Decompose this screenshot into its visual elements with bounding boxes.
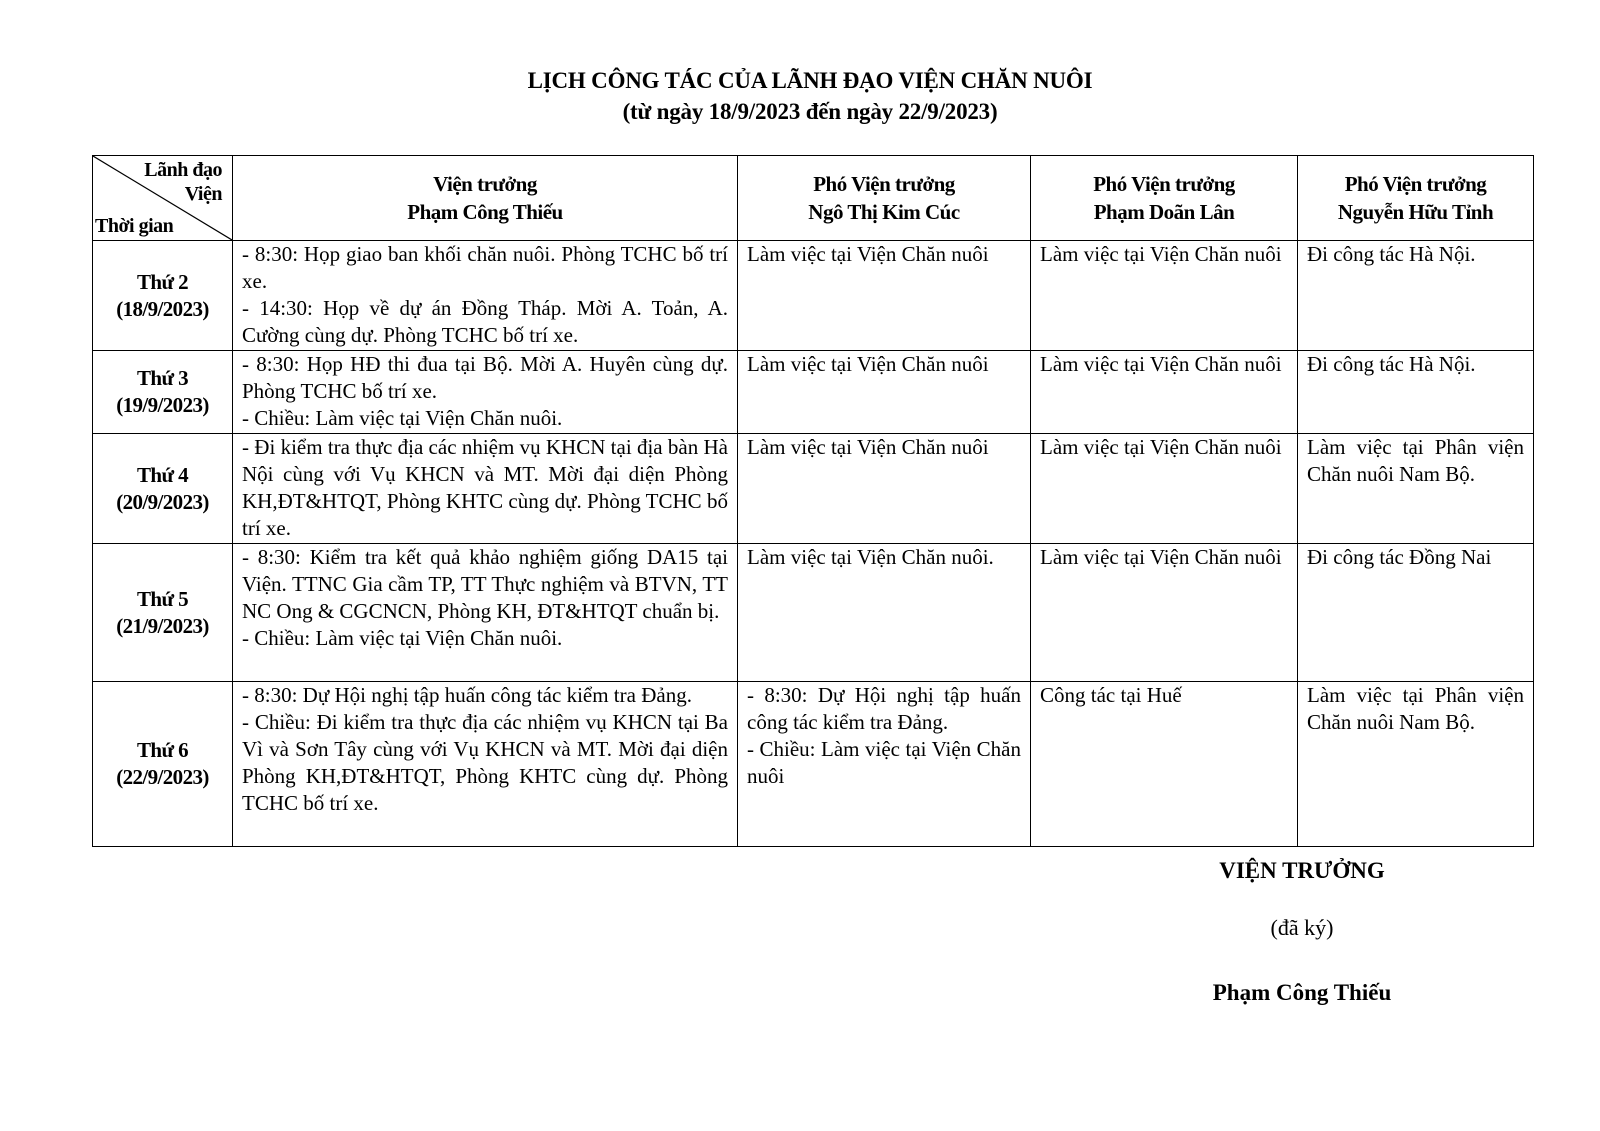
day-label: Thứ 4 [136,462,189,487]
director-schedule-cell [233,351,738,434]
header-row [93,156,1534,241]
deputy2-schedule-cell [1031,434,1298,544]
date-label: (20/9/2023) [116,489,209,514]
deputy3-schedule-cell [1298,682,1534,847]
corner-leader-line1: Lãnh đạo [144,159,222,181]
schedule-line: - 8:30: Dự Hội nghị tập huấn công tác kiểm tra Đảng. [747,683,1021,734]
deputy1-schedule-cell [738,434,1031,544]
date-label: (21/9/2023) [116,613,209,638]
table-row [93,351,1534,434]
deputy2-schedule-cell [1031,682,1298,847]
document-subtitle: (từ ngày 18/9/2023 đến ngày 22/9/2023) [622,99,998,124]
director-schedule-cell [233,544,738,682]
day-label: Thứ 5 [136,586,189,611]
day-cell [93,544,233,682]
day-label: Thứ 2 [136,269,189,294]
deputy2-schedule-cell [1031,544,1298,682]
date-label: (22/9/2023) [116,765,209,789]
signature-status: (đã ký) [1270,915,1334,940]
schedule-line: Làm việc tại Viện Chăn nuôi [1040,242,1282,266]
schedule-table [92,155,1534,847]
column-header-deputy-3 [1298,156,1534,241]
schedule-line: Đi công tác Hà Nội. [1307,242,1476,266]
column-role: Viện trưởng [433,172,537,196]
schedule-line: Công tác tại Huế [1040,683,1182,707]
deputy1-schedule-cell [738,682,1031,847]
deputy1-schedule-cell [738,544,1031,682]
schedule-line: - 14:30: Họp về dự án Đồng Tháp. Mời A. Toản, A. Cường cùng dự. Phòng TCHC bố trí xe. [242,296,728,347]
day-label: Thứ 6 [136,738,189,762]
deputy3-schedule-cell [1298,544,1534,682]
director-schedule-cell [233,434,738,544]
day-cell [93,351,233,434]
corner-header-cell [93,156,233,241]
schedule-line: - 8:30: Họp giao ban khối chăn nuôi. Phòng TCHC bố trí xe. [242,242,728,293]
schedule-line: - Chiều: Làm việc tại Viện Chăn nuôi. [242,406,563,430]
schedule-line: - 8:30: Kiểm tra kết quả khảo nghiệm giống DA15 tại Viện. TTNC Gia cầm TP, TT Thực nghiệm và BTVN, TT NC Ong & CGCNCN, Phòng KH, ĐT&HTQT chuẩn bị. [242,545,728,623]
day-cell [93,434,233,544]
schedule-line: Đi công tác Hà Nội. [1307,352,1476,376]
day-cell [93,682,233,847]
column-role: Phó Viện trưởng [813,172,955,196]
schedule-line: Làm việc tại Phân viện Chăn nuôi Nam Bộ. [1307,435,1524,486]
column-name: Ngô Thị Kim Cúc [808,200,960,224]
day-label: Thứ 3 [136,366,189,390]
column-role: Phó Viện trưởng [1344,172,1487,196]
table-row [93,434,1534,544]
schedule-line: Đi công tác Đồng Nai [1307,545,1492,569]
column-header-deputy-2 [1031,156,1298,241]
schedule-line: - Chiều: Đi kiểm tra thực địa các nhiệm vụ KHCN tại Ba Vì và Sơn Tây cùng với Vụ KHCN và MT. Mời đại diện Phòng KH,ĐT&HTQT, Phòng KHTC cùng dự. Phòng TCHC bố trí xe. [242,710,728,815]
date-label: (18/9/2023) [116,296,209,321]
deputy2-schedule-cell [1031,241,1298,351]
document-title: LỊCH CÔNG TÁC CỦA LÃNH ĐẠO VIỆN CHĂN NUÔI [527,68,1093,93]
table-row [93,241,1534,351]
table-row [93,682,1534,847]
column-role: Phó Viện trưởng [1093,172,1235,196]
schedule-line: - 8:30: Họp HĐ thi đua tại Bộ. Mời A. Huyên cùng dự. Phòng TCHC bố trí xe. [242,352,728,403]
signature-name: Phạm Công Thiếu [1212,980,1392,1005]
column-name: Phạm Doãn Lân [1093,200,1235,224]
deputy3-schedule-cell [1298,434,1534,544]
deputy1-schedule-cell [738,351,1031,434]
schedule-line: Làm việc tại Phân viện Chăn nuôi Nam Bộ. [1307,683,1524,734]
corner-time-label: Thời gian [95,215,174,237]
corner-leader-line2: Viện [184,183,222,205]
schedule-line: - Chiều: Làm việc tại Viện Chăn nuôi [747,737,1021,788]
corner-leader-label [144,158,222,206]
deputy2-schedule-cell [1031,351,1298,434]
director-schedule-cell [233,682,738,847]
schedule-line: Làm việc tại Viện Chăn nuôi [1040,435,1282,459]
deputy3-schedule-cell [1298,351,1534,434]
schedule-line: Làm việc tại Viện Chăn nuôi. [747,545,994,569]
column-name: Phạm Công Thiếu [407,200,563,224]
column-header-deputy-1 [738,156,1031,241]
schedule-line: - Chiều: Làm việc tại Viện Chăn nuôi. [242,626,563,650]
schedule-line: Làm việc tại Viện Chăn nuôi [1040,352,1282,376]
schedule-line: Làm việc tại Viện Chăn nuôi [747,435,989,459]
deputy3-schedule-cell [1298,241,1534,351]
column-header-director [233,156,738,241]
schedule-line: - Đi kiểm tra thực địa các nhiệm vụ KHCN tại địa bàn Hà Nội cùng với Vụ KHCN và MT. Mời đại diện Phòng KH,ĐT&HTQT, Phòng KHTC cùng dự. Phòng TCHC bố trí xe. [242,435,728,540]
director-schedule-cell [233,241,738,351]
schedule-line: Làm việc tại Viện Chăn nuôi [747,352,989,376]
day-cell [93,241,233,351]
date-label: (19/9/2023) [116,393,209,417]
table-row [93,544,1534,682]
deputy1-schedule-cell [738,241,1031,351]
signature-position: VIỆN TRƯỞNG [1219,858,1385,883]
schedule-line: Làm việc tại Viện Chăn nuôi [747,242,989,266]
schedule-line: Làm việc tại Viện Chăn nuôi [1040,545,1282,569]
column-name: Nguyễn Hữu Tỉnh [1337,200,1494,224]
schedule-line: - 8:30: Dự Hội nghị tập huấn công tác kiểm tra Đảng. [242,683,692,707]
